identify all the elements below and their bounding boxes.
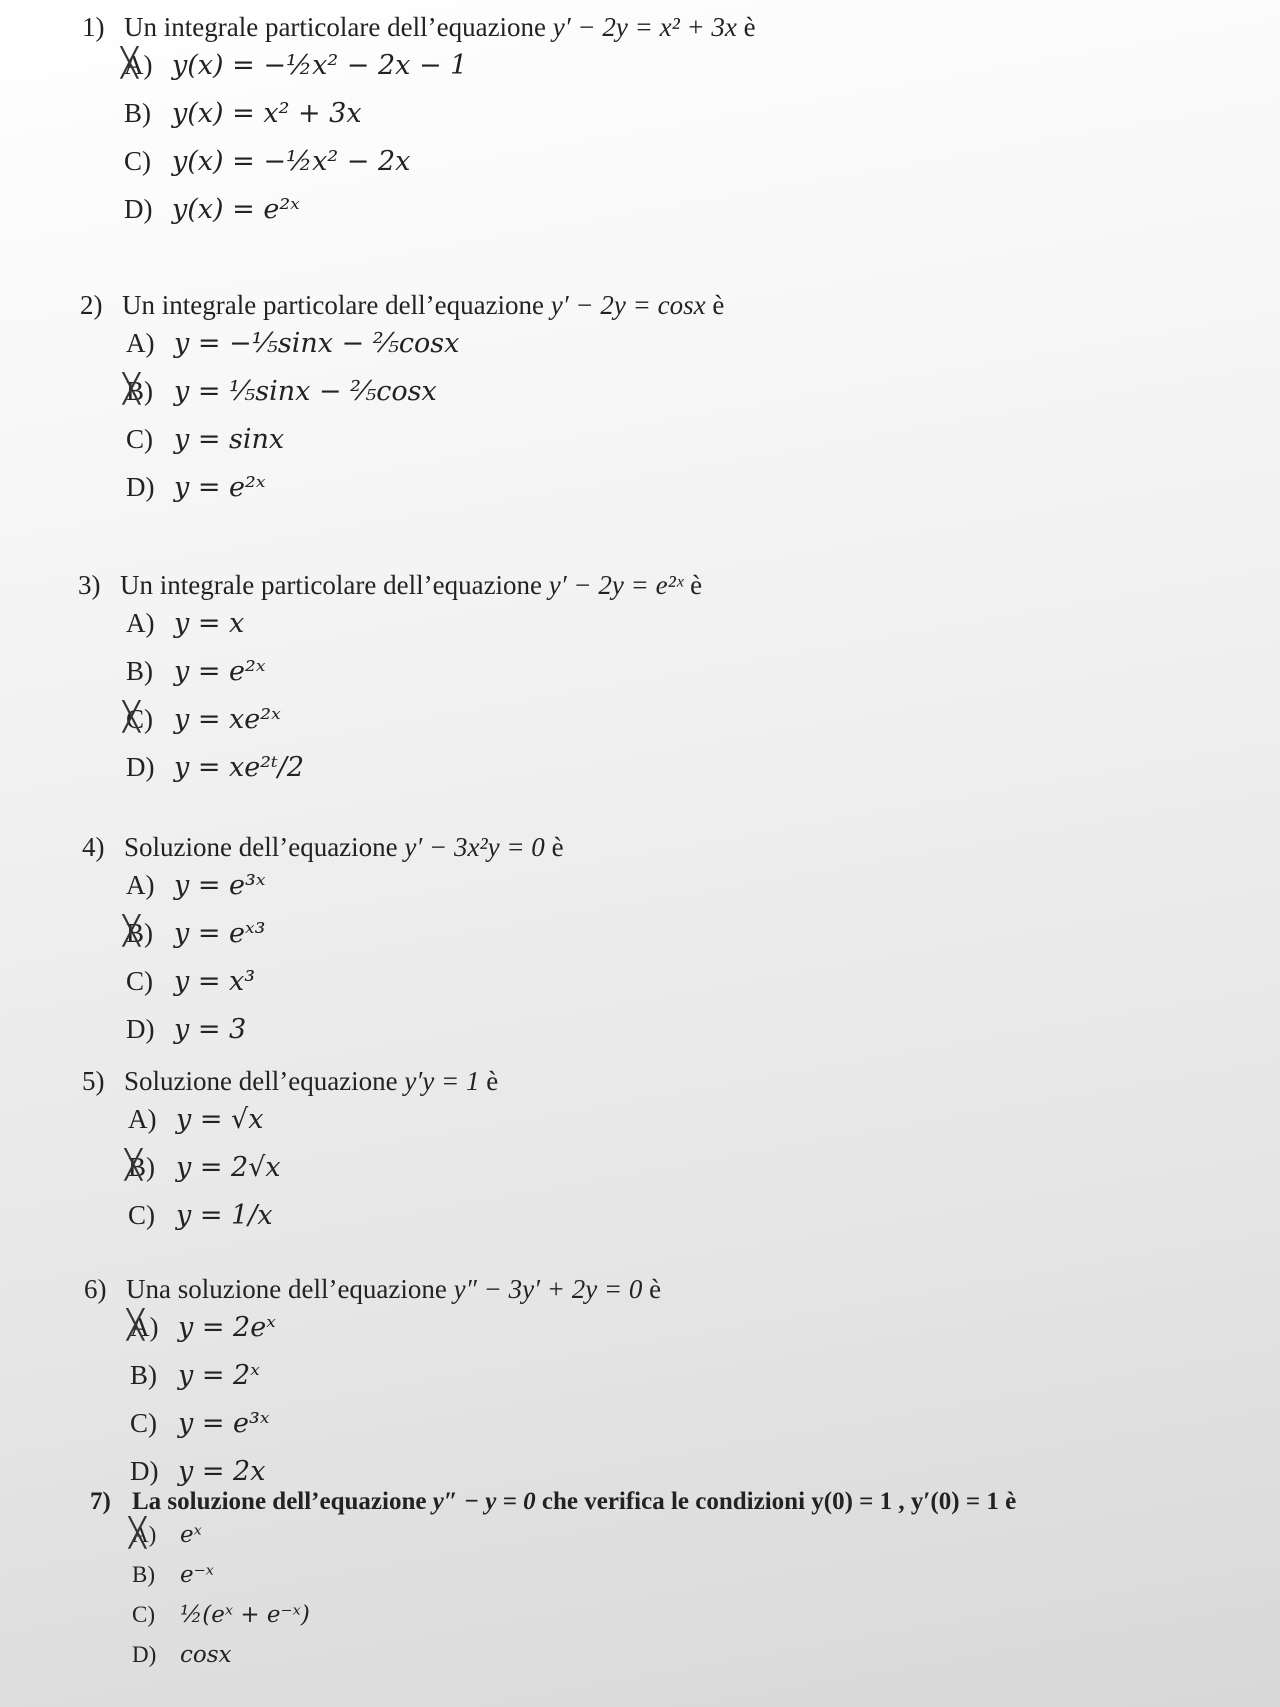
question-prompt: Una soluzione dell’equazione	[126, 1274, 454, 1304]
question-suffix: è	[479, 1066, 499, 1096]
option-a	[126, 601, 1280, 649]
question-number: 1)	[82, 12, 105, 42]
option-c	[130, 1401, 1280, 1449]
option-b	[126, 911, 1280, 959]
option-text: y = xe²ˣ	[174, 704, 281, 735]
option-b	[126, 369, 1280, 417]
question-number: 5)	[82, 1066, 105, 1096]
option-letter: D)	[126, 752, 155, 782]
option-letter: B) ╳	[128, 1145, 176, 1189]
option-text: y = −⅕sinx − ⅖cosx	[174, 328, 460, 359]
option-a	[124, 43, 1280, 91]
option-letter: C)	[124, 146, 151, 176]
question-4	[82, 832, 1280, 1055]
option-c	[126, 417, 1280, 465]
option-a	[128, 1097, 1280, 1145]
option-c	[126, 697, 1280, 745]
option-c	[132, 1596, 1280, 1636]
option-c	[126, 959, 1280, 1007]
question-1	[82, 12, 1280, 235]
question-3-text	[78, 570, 1280, 601]
option-text: y = e²ˣ	[174, 656, 266, 687]
option-a	[132, 1516, 1280, 1556]
option-b	[126, 649, 1280, 697]
option-b	[132, 1556, 1280, 1596]
option-a	[126, 863, 1280, 911]
question-equation: y′y = 1	[404, 1066, 480, 1096]
option-b	[124, 91, 1280, 139]
question-suffix: è	[705, 290, 725, 320]
option-c	[124, 139, 1280, 187]
option-letter: A) ╳	[124, 43, 172, 87]
question-prompt: Soluzione dell’equazione	[124, 832, 405, 862]
question-2	[80, 290, 1280, 513]
option-text: y = x³	[174, 966, 256, 997]
option-text: y = e²ˣ	[174, 472, 266, 503]
question-5	[82, 1066, 1280, 1241]
question-suffix: che verifica le condizioni y(0) = 1 , y′(0) = 1 è	[535, 1488, 1017, 1515]
option-d	[126, 745, 1280, 793]
option-c	[128, 1193, 1280, 1241]
option-text: y(x) = x² + 3x	[172, 98, 362, 129]
option-text: y = eˣ³	[174, 918, 266, 949]
option-letter: C) ╳	[126, 697, 174, 741]
option-text: y(x) = −½x² − 2x	[172, 146, 411, 177]
option-text: y = ⅕sinx − ⅖cosx	[174, 376, 437, 407]
option-text: y = 2√x	[176, 1152, 281, 1183]
option-a	[130, 1305, 1280, 1353]
option-letter: C)	[126, 966, 153, 996]
option-letter: D)	[126, 472, 155, 502]
option-letter: D)	[130, 1456, 159, 1486]
option-letter: D)	[126, 1014, 155, 1044]
option-text: y = 2ˣ	[178, 1360, 260, 1391]
option-text: y = 2x	[178, 1456, 266, 1487]
option-text: y = 2eˣ	[178, 1312, 276, 1343]
question-number: 7)	[90, 1488, 111, 1515]
question-equation: y″ − y = 0	[432, 1488, 536, 1515]
option-text: y(x) = e²ˣ	[172, 194, 300, 225]
option-d	[126, 1007, 1280, 1055]
option-letter: B) ╳	[126, 911, 174, 955]
question-6	[84, 1274, 1280, 1497]
option-b	[128, 1145, 1280, 1193]
question-equation: y′ − 2y = x² + 3x	[552, 12, 737, 42]
option-letter: B)	[124, 98, 151, 128]
question-equation: y′ − 2y = e²ˣ	[548, 570, 684, 600]
question-5-text	[82, 1066, 1280, 1097]
option-letter: B)	[132, 1562, 155, 1587]
option-letter: A)	[126, 870, 155, 900]
question-4-text	[82, 832, 1280, 863]
option-text: y(x) = −½x² − 2x − 1	[172, 50, 468, 81]
option-text: cosx	[180, 1642, 232, 1668]
question-prompt: Un integrale particolare dell’equazione	[120, 570, 549, 600]
question-number: 3)	[78, 570, 101, 600]
option-letter: A)	[126, 328, 155, 358]
question-equation: y′ − 2y = cosx	[550, 290, 706, 320]
question-number: 2)	[80, 290, 103, 320]
option-d	[126, 465, 1280, 513]
option-letter: C)	[130, 1408, 157, 1438]
option-letter: A) ╳	[132, 1516, 180, 1554]
option-text: y = 1/x	[176, 1200, 273, 1231]
option-text: e⁻ˣ	[180, 1562, 214, 1588]
option-letter: D)	[124, 194, 153, 224]
option-letter: A)	[128, 1104, 157, 1134]
option-letter: A)	[126, 608, 155, 638]
option-text: y = x	[174, 608, 245, 639]
question-3	[78, 570, 1280, 793]
question-2-text	[80, 290, 1280, 321]
option-letter: D)	[132, 1642, 157, 1667]
option-letter: A) ╳	[130, 1305, 178, 1349]
option-d	[124, 187, 1280, 235]
option-letter: C)	[126, 424, 153, 454]
question-7	[90, 1488, 1280, 1676]
question-suffix: è	[683, 570, 703, 600]
option-text: y = e³ˣ	[174, 870, 266, 901]
option-b	[130, 1353, 1280, 1401]
option-text: y = 3	[174, 1014, 247, 1045]
question-prompt: La soluzione dell’equazione	[132, 1488, 433, 1515]
question-number: 6)	[84, 1274, 107, 1304]
option-text: y = xe²ᵗ/2	[174, 752, 305, 783]
question-suffix: è	[736, 12, 756, 42]
question-prompt: Un integrale particolare dell’equazione	[122, 290, 551, 320]
question-prompt: Soluzione dell’equazione	[124, 1066, 405, 1096]
option-letter: B)	[130, 1360, 157, 1390]
option-text: y = √x	[176, 1104, 264, 1135]
question-equation: y′ − 3x²y = 0	[404, 832, 545, 862]
question-number: 4)	[82, 832, 105, 862]
option-text: y = sinx	[174, 424, 285, 455]
option-d	[132, 1636, 1280, 1676]
option-letter: C)	[128, 1200, 155, 1230]
question-equation: y″ − 3y′ + 2y = 0	[453, 1274, 643, 1304]
question-1-text	[82, 12, 1280, 43]
question-7-text	[90, 1488, 1280, 1516]
option-a	[126, 321, 1280, 369]
question-prompt: Un integrale particolare dell’equazione	[124, 12, 553, 42]
option-text: y = e³ˣ	[178, 1408, 270, 1439]
option-letter: B) ╳	[126, 369, 174, 413]
option-text: ½(eˣ + e⁻ˣ)	[180, 1602, 310, 1628]
option-letter: C)	[132, 1602, 155, 1627]
question-suffix: è	[544, 832, 564, 862]
option-text: eˣ	[180, 1522, 202, 1548]
option-letter: B)	[126, 656, 153, 686]
question-6-text	[84, 1274, 1280, 1305]
question-suffix: è	[642, 1274, 662, 1304]
